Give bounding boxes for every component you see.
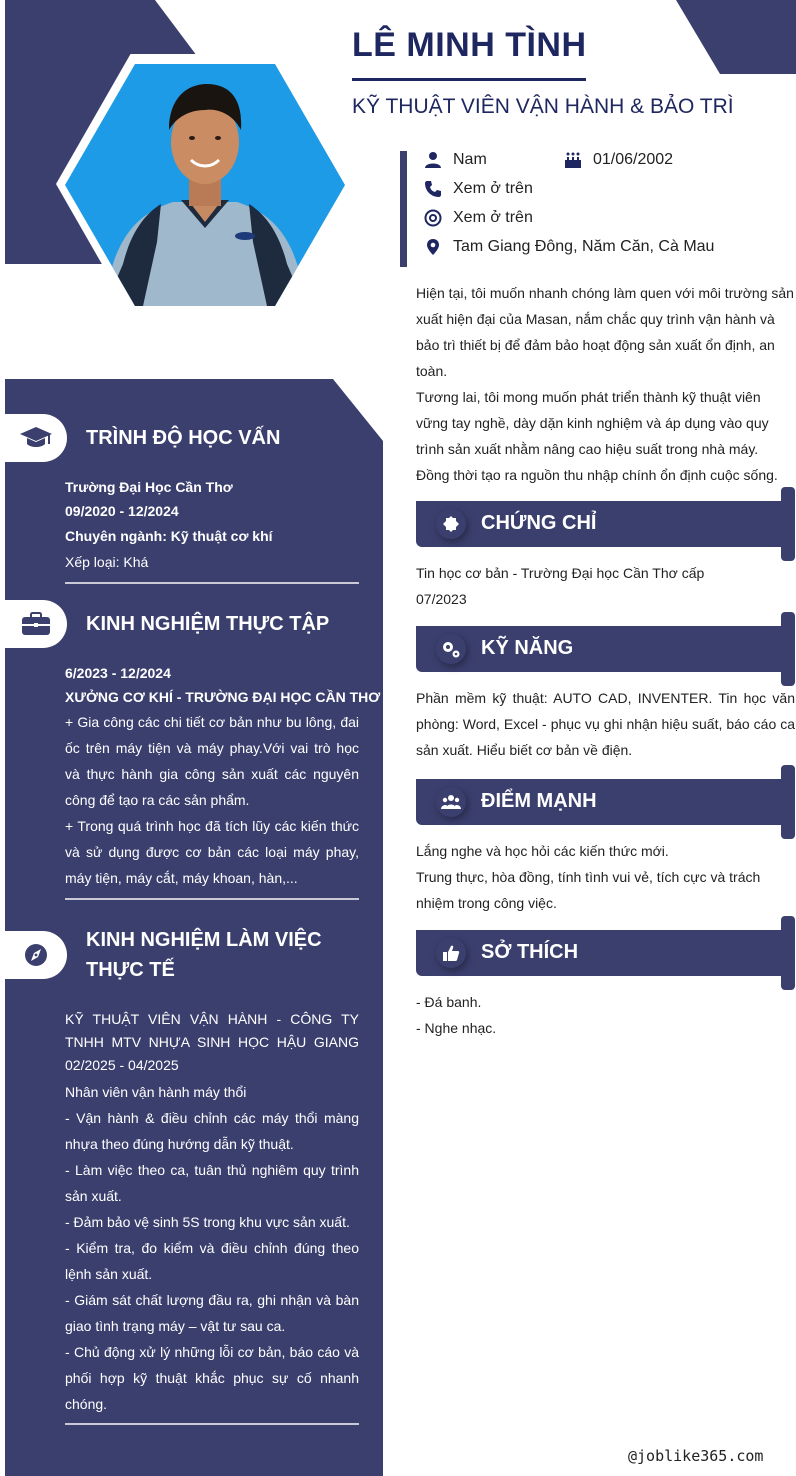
divider (65, 898, 359, 900)
objective-paragraph-2: Tương lai, tôi mong muốn phát triển thành kỹ thuật viên vững tay nghề, dày dặn kinh nghiệm và áp dụng vào quy trình sản xuất nhằm nâng cao hiệu suất trong nhà máy. Đồng thời tạo ra nguồn thu nhập chính ổn định cuộc sống. (416, 389, 778, 483)
certificates-content (416, 560, 795, 612)
footer-watermark: @joblike365.com (628, 1447, 764, 1465)
work-duty-4: - Kiểm tra, đo kiểm và điều chỉnh đúng theo lệnh sản xuất. (65, 1240, 359, 1282)
work-title-line-1: KINH NGHIỆM LÀM VIỆC (86, 929, 322, 951)
birthday-value: 01/06/2002 (593, 151, 674, 168)
gears-icon (436, 634, 466, 664)
contact-birthday (564, 151, 673, 169)
skills-title: KỸ NĂNG (481, 637, 574, 659)
education-period: 09/2020 - 12/2024 (65, 503, 179, 519)
contact-accent-bar (400, 151, 407, 267)
section-header-certificates (416, 501, 795, 547)
person-name: LÊ MINH TÌNH (352, 26, 587, 64)
location-pin-icon (424, 238, 442, 256)
contact-email (424, 209, 533, 227)
name-underline (352, 78, 586, 81)
divider (65, 1423, 359, 1425)
work-title-line-2: THỰC TẾ (86, 959, 175, 981)
internship-bullet-2: + Trong quá trình học đã tích lũy các kiến thức và sử dụng được cơ bản các loại máy phay, máy tiện, máy cắt, máy khoan, hàn,... (65, 818, 359, 886)
education-school: Trường Đại Học Cần Thơ (65, 479, 233, 495)
skills-content: Phần mềm kỹ thuật: AUTO CAD, INVENTER. Tin học văn phòng: Word, Excel - phục vụ ghi nhận hiệu suất, báo cáo ca sản xuất. Hiểu biết cơ bản về điện. (416, 690, 795, 758)
work-badge (5, 931, 67, 979)
work-duty-6: - Chủ động xử lý những lỗi cơ bản, báo cáo và phối hợp kỹ thuật khắc phục sự cố nhanh chóng. (65, 1344, 359, 1412)
compass-icon (19, 943, 53, 967)
contact-address (424, 238, 714, 256)
certificate-line-2: 07/2023 (416, 591, 467, 607)
graduation-cap-icon (19, 426, 53, 450)
internship-content (65, 661, 381, 891)
work-content (65, 1008, 359, 1417)
career-objective (416, 280, 795, 488)
divider (65, 582, 359, 584)
work-title (86, 925, 322, 985)
work-role: Nhân viên vận hành máy thổi (65, 1084, 247, 1100)
certificates-title: CHỨNG CHỈ (481, 512, 597, 534)
certificate-line-1: Tin học cơ bản - Trường Đại học Cần Thơ cấp (416, 565, 705, 581)
email-value: Xem ở trên (453, 209, 533, 226)
strengths-title: ĐIỂM MẠNH (481, 790, 597, 812)
briefcase-icon (19, 612, 53, 636)
work-duty-1: - Vận hành & điều chỉnh các máy thổi màng nhựa theo đúng hướng dẫn kỹ thuật. (65, 1110, 359, 1152)
group-icon (436, 787, 466, 817)
strength-line-1: Lắng nghe và học hỏi các kiến thức mới. (416, 843, 669, 859)
cake-icon (564, 151, 582, 169)
section-header-skills (416, 626, 795, 672)
work-duty-5: - Giám sát chất lượng đầu ra, ghi nhận và bàn giao tình trạng máy – vật tư sau ca. (65, 1292, 359, 1334)
strengths-content (416, 838, 795, 916)
phone-value: Xem ở trên (453, 180, 533, 197)
internship-title: KINH NGHIỆM THỰC TẬP (86, 613, 330, 635)
contact-phone (424, 180, 533, 198)
internship-badge (5, 600, 67, 648)
contact-gender (424, 151, 487, 169)
objective-paragraph-1: Hiện tại, tôi muốn nhanh chóng làm quen với môi trường sản xuất hiện đại của Masan, nắm chắc quy trình vận hành và bảo trì thiết bị để đảm bảo hoạt động sản xuất ổn định, an toàn. (416, 285, 794, 379)
internship-place: XƯỞNG CƠ KHÍ - TRƯỜNG ĐẠI HỌC CẦN THƠ (65, 689, 381, 705)
internship-period: 6/2023 - 12/2024 (65, 665, 171, 681)
work-duty-2: - Làm việc theo ca, tuân thủ nghiêm quy trình sản xuất. (65, 1162, 359, 1204)
education-title: TRÌNH ĐỘ HỌC VẤN (86, 427, 281, 449)
education-content (65, 475, 359, 575)
education-grade: Xếp loại: Khá (65, 554, 149, 570)
user-icon (424, 151, 442, 169)
section-header-strengths (416, 779, 795, 825)
section-header-hobbies (416, 930, 795, 976)
job-title: KỸ THUẬT VIÊN VẬN HÀNH & BẢO TRÌ (352, 95, 734, 118)
header-decor-right (676, 0, 796, 74)
education-badge (5, 414, 67, 462)
strength-line-2: Trung thực, hòa đồng, tính tình vui vẻ, tích cực và trách nhiệm trong công việc. (416, 869, 761, 911)
education-major: Chuyên ngành: Kỹ thuật cơ khí (65, 528, 273, 544)
hobby-line-2: - Nghe nhạc. (416, 1020, 497, 1036)
internship-bullet-1: + Gia công các chi tiết cơ bản như bu lông, đai ốc trên máy tiện và máy phay.Với vai trò học và thực hành gia công sản xuất các nguyên công để tạo ra các sản phẩm. (65, 714, 359, 808)
thumbs-up-icon (436, 938, 466, 968)
gender-value: Nam (453, 151, 487, 168)
hobbies-title: SỞ THÍCH (481, 941, 579, 963)
hobby-line-1: - Đá banh. (416, 994, 482, 1010)
hobbies-content (416, 989, 795, 1041)
at-icon (424, 209, 442, 227)
work-position: KỸ THUẬT VIÊN VẬN HÀNH - CÔNG TY TNHH MTV NHỰA SINH HỌC HẬU GIANG 02/2025 - 04/2025 (65, 1011, 359, 1073)
badge-icon (436, 509, 466, 539)
work-duty-3: - Đảm bảo vệ sinh 5S trong khu vực sản xuất. (65, 1214, 350, 1230)
address-value: Tam Giang Đông, Năm Căn, Cà Mau (453, 238, 715, 255)
phone-icon (424, 180, 442, 198)
